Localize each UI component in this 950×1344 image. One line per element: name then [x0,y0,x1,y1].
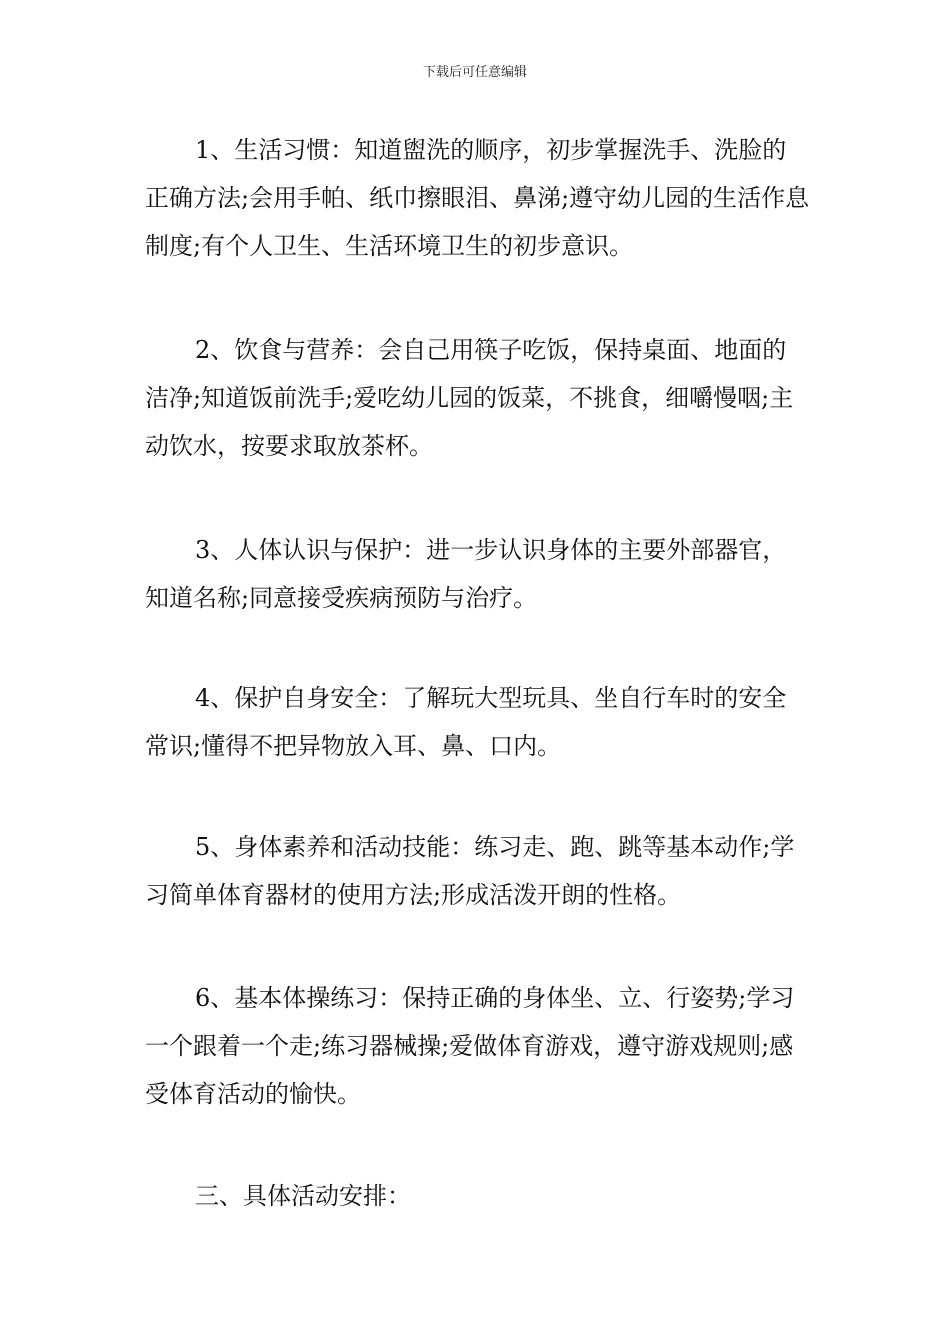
paragraph-1-living-habits: 1、生活习惯：知道盥洗的顺序，初步掌握洗手、洗脸的正确方法;会用手帕、纸巾擦眼泪、鼻涕;遵守幼儿园的生活作息制度;有个人卫生、生活环境卫生的初步意识。 [145,136,810,260]
section-heading-activity-plan: 三、具体活动安排： [195,1182,411,1210]
paragraph-5-physical-skills: 5、身体素养和活动技能：练习走、跑、跳等基本动作;学习简单体育器材的使用方法;形成活泼开朗的性格。 [145,833,795,909]
paragraph-3-body-protection: 3、人体认识与保护：进一步认识身体的主要外部器官，知道名称;同意接受疾病预防与治疗。 [145,536,787,612]
paragraph-2-diet-nutrition: 2、饮食与营养：会自己用筷子吃饭，保持桌面、地面的洁净;知道饭前洗手;爱吃幼儿园的饭菜，不挑食，细嚼慢咽;主动饮水，按要求取放茶杯。 [145,336,794,460]
paragraph-4-self-safety: 4、保护自身安全：了解玩大型玩具、坐自行车时的安全常识;懂得不把异物放入耳、鼻、口内。 [145,684,787,760]
page-header: 下载后可任意编辑 [422,65,527,80]
paragraph-6-gymnastics: 6、基本体操练习：保持正确的身体坐、立、行姿势;学习一个跟着一个走;练习器械操;爱做体育游戏，遵守游戏规则;感受体育活动的愉快。 [145,984,795,1108]
